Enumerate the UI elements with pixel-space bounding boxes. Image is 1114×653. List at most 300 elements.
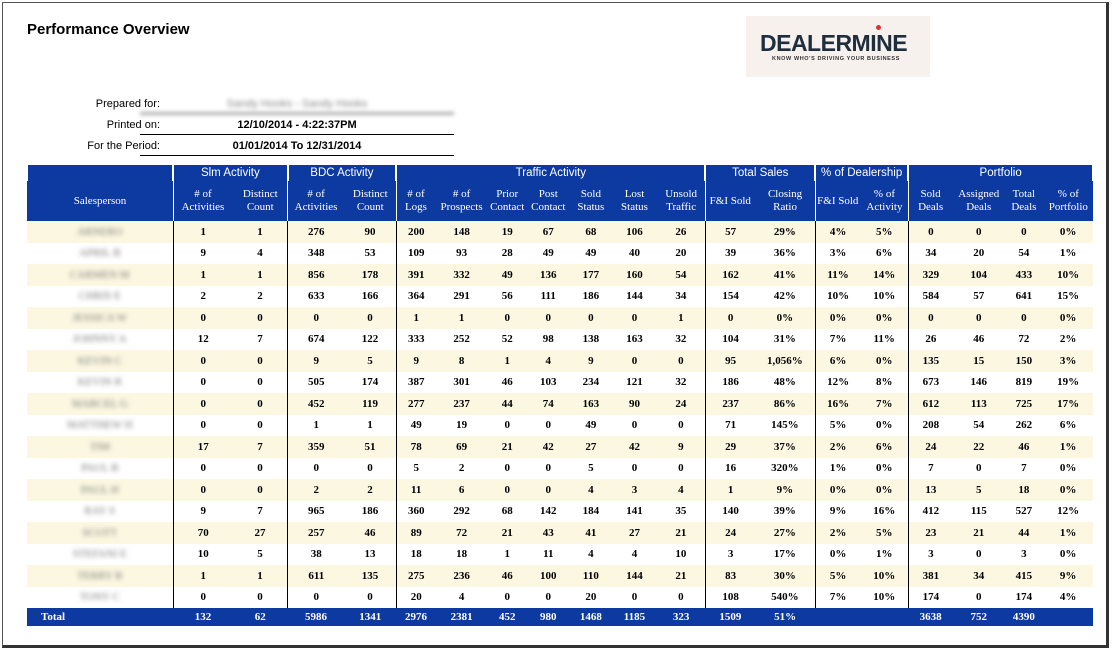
table-cell: 49 <box>570 415 613 437</box>
table-cell: 57 <box>705 221 755 243</box>
table-cell: 0 <box>233 393 288 415</box>
table-cell: 113 <box>953 393 1005 415</box>
table-cell: 0% <box>861 415 909 437</box>
logo-dot-icon <box>876 25 881 30</box>
table-cell: 276 <box>288 221 345 243</box>
table-cell: 141 <box>612 501 657 523</box>
table-cell: 44 <box>1005 522 1044 544</box>
table-cell: 4 <box>233 243 288 265</box>
table-cell: 412 <box>908 501 953 523</box>
table-cell: 83 <box>705 565 755 587</box>
salesperson-cell <box>27 415 173 437</box>
table-cell: 0 <box>233 458 288 480</box>
salesperson-name: TIM <box>89 440 110 453</box>
table-cell: 0 <box>173 479 233 501</box>
salesperson-cell <box>27 393 173 415</box>
table-row <box>27 221 1093 243</box>
prepared-for-label: Prepared for: <box>95 98 160 110</box>
table-cell: 21 <box>487 522 527 544</box>
table-cell: 2 <box>233 286 288 308</box>
table-cell: 0% <box>1043 544 1093 566</box>
total-cell <box>815 608 861 626</box>
salesperson-name: PAUL B <box>81 462 119 475</box>
table-cell: 122 <box>344 329 396 351</box>
table-cell: 5% <box>861 221 909 243</box>
table-cell: 364 <box>396 286 436 308</box>
table-cell: 433 <box>1005 264 1044 286</box>
table-cell: 1 <box>233 221 288 243</box>
total-cell: 452 <box>487 608 527 626</box>
column-header: Lost Status <box>612 181 657 221</box>
table-cell: 7 <box>233 329 288 351</box>
table-cell: 1,056% <box>755 350 815 372</box>
total-cell: 2381 <box>436 608 488 626</box>
table-cell: 186 <box>705 372 755 394</box>
group-header: BDC Activity <box>288 165 397 181</box>
table-cell: 0 <box>657 587 706 609</box>
table-cell: 27 <box>233 522 288 544</box>
salesperson-cell <box>27 350 173 372</box>
group-header: Traffic Activity <box>396 165 705 181</box>
total-cell: 752 <box>953 608 1005 626</box>
table-cell: 0% <box>1043 479 1093 501</box>
table-cell: 1% <box>1043 522 1093 544</box>
table-cell: 275 <box>396 565 436 587</box>
table-cell: 0 <box>233 587 288 609</box>
table-cell: 4% <box>1043 587 1093 609</box>
dealermine-logo <box>746 16 930 77</box>
total-cell: 4390 <box>1005 608 1044 626</box>
table-cell: 0 <box>487 479 527 501</box>
table-cell: 0 <box>1005 221 1044 243</box>
table-row <box>27 544 1093 566</box>
table-cell: 0 <box>173 372 233 394</box>
table-cell: 10% <box>861 587 909 609</box>
column-header: Post Contact <box>527 181 570 221</box>
group-header-row <box>27 165 1093 181</box>
table-cell: 5 <box>233 544 288 566</box>
column-header: Sold Deals <box>908 181 953 221</box>
table-cell: 6% <box>861 436 909 458</box>
table-cell: 0% <box>861 479 909 501</box>
table-cell: 2% <box>815 436 861 458</box>
table-cell: 1 <box>657 307 706 329</box>
table-cell: 6% <box>861 243 909 265</box>
table-cell: 0 <box>612 458 657 480</box>
table-row <box>27 415 1093 437</box>
table-cell: 1 <box>233 264 288 286</box>
column-header: Prior Contact <box>487 181 527 221</box>
table-cell: 0 <box>233 350 288 372</box>
table-cell: 0 <box>527 479 570 501</box>
table-cell: 106 <box>612 221 657 243</box>
table-cell: 121 <box>612 372 657 394</box>
table-cell: 40 <box>612 243 657 265</box>
table-cell: 108 <box>705 587 755 609</box>
table-cell: 28 <box>487 243 527 265</box>
table-cell: 415 <box>1005 565 1044 587</box>
table-cell: 333 <box>396 329 436 351</box>
table-cell: 0 <box>173 350 233 372</box>
table-cell: 4 <box>527 350 570 372</box>
salesperson-name: RAY S <box>84 505 116 518</box>
table-cell: 90 <box>612 393 657 415</box>
table-row <box>27 565 1093 587</box>
table-cell: 26 <box>908 329 953 351</box>
table-cell: 11% <box>815 264 861 286</box>
column-header: % of Activity <box>861 181 909 221</box>
table-cell: 163 <box>570 393 613 415</box>
table-cell: 12% <box>1043 501 1093 523</box>
table-cell: 21 <box>487 436 527 458</box>
table-cell: 72 <box>436 522 488 544</box>
logo-tagline: KNOW WHO'S DRIVING YOUR BUSINESS <box>772 56 900 62</box>
table-cell: 0 <box>288 307 345 329</box>
table-cell: 1 <box>173 565 233 587</box>
table-cell: 4 <box>570 479 613 501</box>
table-cell: 20 <box>396 587 436 609</box>
table-cell: 292 <box>436 501 488 523</box>
table-cell: 0 <box>344 587 396 609</box>
table-cell: 0% <box>861 458 909 480</box>
table-cell: 19 <box>436 415 488 437</box>
table-cell: 0 <box>344 458 396 480</box>
table-cell: 0 <box>953 458 1005 480</box>
salesperson-cell <box>27 501 173 523</box>
table-cell: 111 <box>527 286 570 308</box>
table-cell: 0% <box>1043 307 1093 329</box>
salesperson-name: JOHNNY A <box>72 333 127 346</box>
table-cell: 612 <box>908 393 953 415</box>
table-cell: 11% <box>861 329 909 351</box>
table-cell: 6% <box>1043 415 1093 437</box>
table-cell: 12% <box>815 372 861 394</box>
table-cell: 49 <box>570 243 613 265</box>
column-header: Closing Ratio <box>755 181 815 221</box>
table-cell: 9 <box>657 436 706 458</box>
table-cell: 178 <box>344 264 396 286</box>
total-cell <box>861 608 909 626</box>
table-cell: 46 <box>953 329 1005 351</box>
table-cell: 24 <box>705 522 755 544</box>
table-cell: 17% <box>1043 393 1093 415</box>
table-cell: 7% <box>815 329 861 351</box>
table-cell: 16% <box>861 501 909 523</box>
table-cell: 1 <box>233 565 288 587</box>
table-cell: 0 <box>487 458 527 480</box>
table-cell: 1% <box>861 544 909 566</box>
table-cell: 35 <box>657 501 706 523</box>
table-cell: 15 <box>953 350 1005 372</box>
table-cell: 109 <box>396 243 436 265</box>
table-cell: 145% <box>755 415 815 437</box>
salesperson-name: TONY C <box>79 591 120 604</box>
total-label: Total <box>27 608 173 626</box>
printed-on-row <box>28 117 468 138</box>
table-cell: 1% <box>1043 436 1093 458</box>
table-cell: 0 <box>527 307 570 329</box>
table-cell: 277 <box>396 393 436 415</box>
salesperson-cell <box>27 286 173 308</box>
report-meta <box>28 96 468 159</box>
total-cell: 51% <box>755 608 815 626</box>
table-cell: 104 <box>953 264 1005 286</box>
table-cell: 7 <box>1005 458 1044 480</box>
table-cell: 10% <box>861 565 909 587</box>
table-cell: 2% <box>815 522 861 544</box>
table-cell: 6 <box>436 479 488 501</box>
table-cell: 0% <box>815 544 861 566</box>
table-cell: 18 <box>436 544 488 566</box>
table-cell: 135 <box>344 565 396 587</box>
table-cell: 0 <box>657 458 706 480</box>
salesperson-cell <box>27 479 173 501</box>
group-header: Total Sales <box>705 165 815 181</box>
table-cell: 8 <box>436 350 488 372</box>
table-cell: 6% <box>815 350 861 372</box>
salesperson-cell <box>27 522 173 544</box>
table-cell: 4 <box>570 544 613 566</box>
table-cell: 12 <box>173 329 233 351</box>
table-cell: 42 <box>612 436 657 458</box>
report-title: Performance Overview <box>27 21 190 38</box>
prepared-for-row <box>28 96 468 117</box>
table-cell: 4% <box>815 221 861 243</box>
table-cell: 0 <box>612 415 657 437</box>
table-cell: 4 <box>436 587 488 609</box>
table-cell: 965 <box>288 501 345 523</box>
table-cell: 57 <box>953 286 1005 308</box>
table-cell: 115 <box>953 501 1005 523</box>
table-body <box>27 221 1093 626</box>
table-cell: 0% <box>861 307 909 329</box>
salesperson-cell <box>27 587 173 609</box>
table-cell: 5% <box>861 522 909 544</box>
table-cell: 236 <box>436 565 488 587</box>
table-cell: 10% <box>1043 264 1093 286</box>
table-cell: 252 <box>436 329 488 351</box>
table-cell: 93 <box>436 243 488 265</box>
table-cell: 291 <box>436 286 488 308</box>
table-cell: 0 <box>953 221 1005 243</box>
table-cell: 135 <box>908 350 953 372</box>
table-cell: 48% <box>755 372 815 394</box>
table-cell: 0 <box>233 307 288 329</box>
table-row <box>27 329 1093 351</box>
table-cell: 856 <box>288 264 345 286</box>
table-cell: 819 <box>1005 372 1044 394</box>
table-cell: 3% <box>815 243 861 265</box>
total-cell <box>1043 608 1093 626</box>
table-cell: 4 <box>657 479 706 501</box>
table-cell: 5 <box>396 458 436 480</box>
table-cell: 46 <box>1005 436 1044 458</box>
table-cell: 21 <box>953 522 1005 544</box>
salesperson-name: TERRY B <box>77 569 123 582</box>
total-cell: 323 <box>657 608 706 626</box>
table-cell: 0 <box>487 415 527 437</box>
table-cell: 19 <box>487 221 527 243</box>
period-row <box>28 138 468 159</box>
table-cell: 72 <box>1005 329 1044 351</box>
table-cell: 505 <box>288 372 345 394</box>
total-cell: 132 <box>173 608 233 626</box>
table-cell: 138 <box>570 329 613 351</box>
table-row <box>27 458 1093 480</box>
total-cell: 2976 <box>396 608 436 626</box>
table-cell: 234 <box>570 372 613 394</box>
table-cell: 148 <box>436 221 488 243</box>
table-cell: 0 <box>233 372 288 394</box>
table-cell: 104 <box>705 329 755 351</box>
table-cell: 611 <box>288 565 345 587</box>
total-cell: 3638 <box>908 608 953 626</box>
table-cell: 177 <box>570 264 613 286</box>
table-cell: 71 <box>705 415 755 437</box>
table-cell: 52 <box>487 329 527 351</box>
table-cell: 7% <box>861 393 909 415</box>
table-cell: 2 <box>288 479 345 501</box>
table-cell: 49 <box>396 415 436 437</box>
table-cell: 27% <box>755 522 815 544</box>
table-row <box>27 393 1093 415</box>
table-cell: 0 <box>657 350 706 372</box>
table-cell: 98 <box>527 329 570 351</box>
table-cell: 54 <box>953 415 1005 437</box>
table-cell: 584 <box>908 286 953 308</box>
table-cell: 1 <box>487 350 527 372</box>
table-cell: 46 <box>344 522 396 544</box>
table-cell: 36% <box>755 243 815 265</box>
total-cell: 1185 <box>612 608 657 626</box>
table-cell: 0% <box>755 307 815 329</box>
table-cell: 7 <box>233 501 288 523</box>
table-cell: 100 <box>527 565 570 587</box>
column-header: Sold Status <box>570 181 613 221</box>
table-cell: 0 <box>612 307 657 329</box>
table-cell: 9 <box>570 350 613 372</box>
table-cell: 19% <box>1043 372 1093 394</box>
table-cell: 23 <box>908 522 953 544</box>
column-header: # of Activities <box>173 181 233 221</box>
table-cell: 0 <box>527 458 570 480</box>
salesperson-cell <box>27 372 173 394</box>
table-cell: 34 <box>657 286 706 308</box>
total-cell: 1468 <box>570 608 613 626</box>
table-cell: 184 <box>570 501 613 523</box>
column-header: Distinct Count <box>233 181 288 221</box>
table-cell: 13 <box>908 479 953 501</box>
table-cell: 34 <box>908 243 953 265</box>
table-cell: 673 <box>908 372 953 394</box>
table-cell: 68 <box>570 221 613 243</box>
column-header: # of Prospects <box>436 181 488 221</box>
table-cell: 0 <box>570 307 613 329</box>
table-cell: 1% <box>815 458 861 480</box>
table-cell: 51 <box>344 436 396 458</box>
table-cell: 237 <box>436 393 488 415</box>
table-cell: 142 <box>527 501 570 523</box>
table-cell: 0 <box>612 350 657 372</box>
salesperson-name: STEFANI E <box>72 548 127 561</box>
salesperson-name: SCOTT <box>82 526 118 539</box>
table-cell: 29% <box>755 221 815 243</box>
table-cell: 44 <box>487 393 527 415</box>
group-header: Portfolio <box>908 165 1093 181</box>
period-label: For the Period: <box>87 140 160 152</box>
group-header: % of Dealership <box>815 165 908 181</box>
table-cell: 9% <box>815 501 861 523</box>
table-cell: 56 <box>487 286 527 308</box>
table-cell: 0 <box>288 458 345 480</box>
table-cell: 41% <box>755 264 815 286</box>
table-cell: 10 <box>657 544 706 566</box>
table-cell: 42% <box>755 286 815 308</box>
table-row <box>27 587 1093 609</box>
table-cell: 0 <box>527 587 570 609</box>
table-row <box>27 501 1093 523</box>
table-cell: 0 <box>1005 307 1044 329</box>
table-row <box>27 243 1093 265</box>
table-cell: 68 <box>487 501 527 523</box>
table-cell: 49 <box>487 264 527 286</box>
table-cell: 11 <box>527 544 570 566</box>
salesperson-name: MATTHEW H <box>67 419 133 432</box>
table-cell: 381 <box>908 565 953 587</box>
total-cell: 1341 <box>344 608 396 626</box>
table-cell: 9% <box>755 479 815 501</box>
table-cell: 186 <box>570 286 613 308</box>
salesperson-name: KEVIN R <box>77 376 122 389</box>
column-header: # of Activities <box>288 181 345 221</box>
table-cell: 42 <box>527 436 570 458</box>
table-cell: 54 <box>1005 243 1044 265</box>
table-row <box>27 522 1093 544</box>
table-cell: 30% <box>755 565 815 587</box>
table-row <box>27 372 1093 394</box>
salesperson-name: ARNERO <box>77 225 123 238</box>
salesperson-name: MARCEL G <box>71 397 128 410</box>
table-cell: 641 <box>1005 286 1044 308</box>
table-cell: 10% <box>861 286 909 308</box>
total-cell: 1509 <box>705 608 755 626</box>
table-cell: 0% <box>861 350 909 372</box>
table-cell: 200 <box>396 221 436 243</box>
table-cell: 38 <box>288 544 345 566</box>
table-cell: 262 <box>1005 415 1044 437</box>
table-cell: 387 <box>396 372 436 394</box>
table-cell: 103 <box>527 372 570 394</box>
table-cell: 9 <box>173 501 233 523</box>
table-cell: 0 <box>908 221 953 243</box>
table-cell: 0 <box>173 415 233 437</box>
table-cell: 725 <box>1005 393 1044 415</box>
table-cell: 0 <box>173 307 233 329</box>
table-cell: 0 <box>908 307 953 329</box>
table-cell: 2 <box>436 458 488 480</box>
table-cell: 74 <box>527 393 570 415</box>
table-cell: 41 <box>570 522 613 544</box>
table-cell: 1 <box>436 307 488 329</box>
table-cell: 0 <box>173 393 233 415</box>
column-header: Distinct Count <box>344 181 396 221</box>
table-cell: 18 <box>396 544 436 566</box>
printed-on-label: Printed on: <box>106 119 160 131</box>
table-cell: 452 <box>288 393 345 415</box>
table-cell: 0 <box>288 587 345 609</box>
table-cell: 20 <box>953 243 1005 265</box>
table-cell: 9 <box>288 350 345 372</box>
